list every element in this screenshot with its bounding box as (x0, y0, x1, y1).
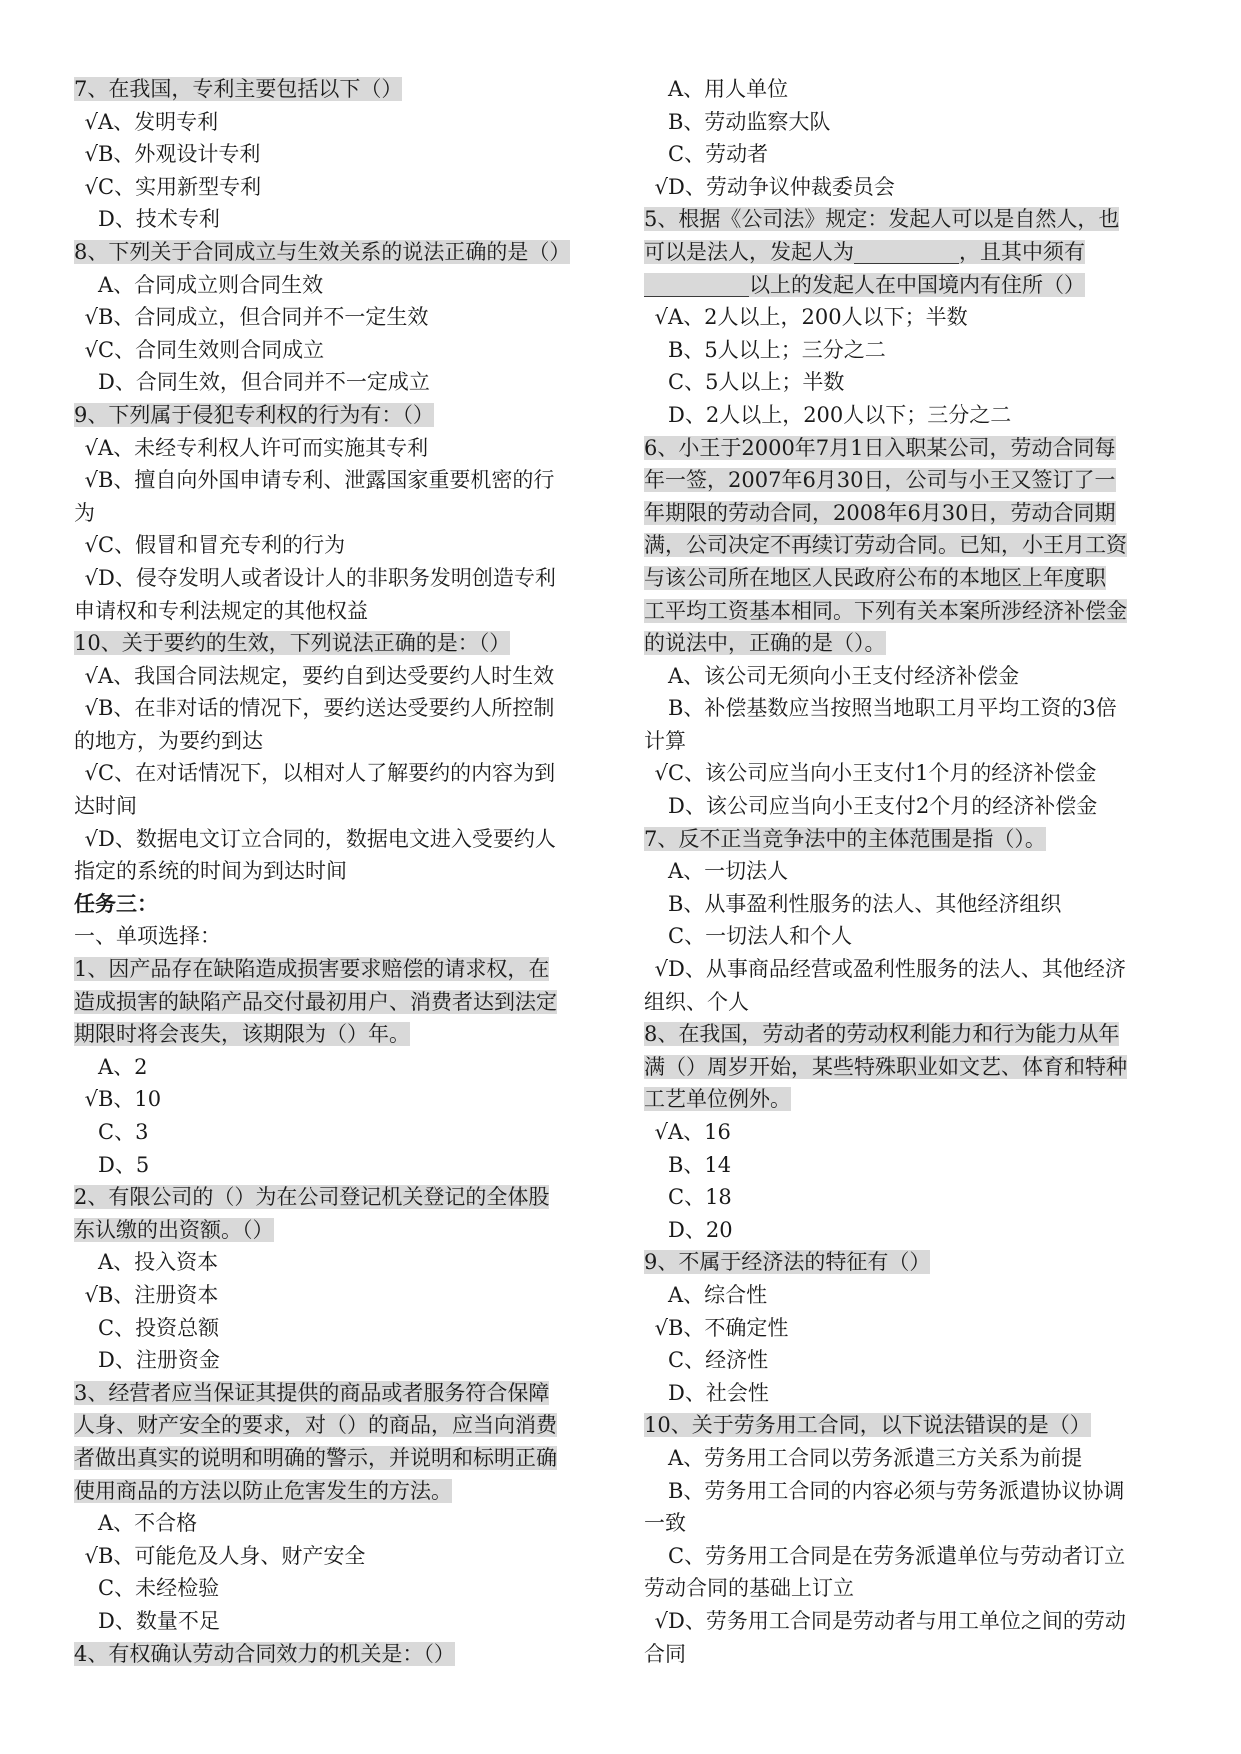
answer-option (74, 1246, 604, 1279)
option-text: B、劳动监察大队 (668, 109, 831, 134)
question-text: 9、不属于经济法的特征有（） (644, 1250, 931, 1275)
answer-option (644, 757, 1174, 790)
checkmark-icon: √ (84, 468, 98, 493)
answer-option (644, 1279, 1174, 1312)
question-line (74, 986, 604, 1019)
question-text: 的说法中，正确的是（）。 (644, 631, 886, 656)
answer-option (74, 1507, 604, 1540)
answer-option (74, 1312, 604, 1345)
option-text: C、未经检验 (98, 1576, 220, 1601)
option-text: C、合同生效则合同成立 (98, 337, 325, 362)
continuation-line: 计算 (644, 728, 686, 753)
answer-option (644, 660, 1174, 693)
question-text: 7、反不正当竞争法中的主体范围是指（）。 (644, 826, 1046, 851)
option-text: A、未经专利权人许可而实施其专利 (98, 435, 429, 460)
checkmark-icon: √ (654, 761, 668, 786)
question-line (644, 595, 1174, 628)
question-text: 3、经营者应当保证其提供的商品或者服务符合保障 (74, 1380, 550, 1405)
question-line (644, 627, 1174, 660)
question-line (644, 432, 1174, 465)
question-line (644, 464, 1174, 497)
answer-option (644, 692, 1174, 725)
option-text: B、14 (668, 1152, 732, 1177)
option-text: B、不确定性 (668, 1315, 789, 1340)
question-text: 1、因产品存在缺陷造成损害要求赔偿的请求权，在 (74, 957, 550, 982)
answer-option (644, 138, 1174, 171)
question-line (644, 269, 1174, 302)
option-text: C、经济性 (668, 1348, 769, 1373)
question-text: 年一签，2007年6月30日，公司与小王又签订了一 (644, 468, 1116, 493)
question-text: 9、下列属于侵犯专利权的行为有：（） (74, 402, 434, 427)
question-line (644, 1018, 1174, 1051)
option-text: A、投入资本 (98, 1250, 219, 1275)
question-text: 满（）周岁开始，某些特殊职业如文艺、体育和特种 (644, 1054, 1127, 1079)
option-text: D、合同生效，但合同并不一定成立 (98, 370, 430, 395)
option-text: B、注册资本 (98, 1282, 219, 1307)
checkmark-icon: √ (84, 565, 98, 590)
answer-option (644, 888, 1174, 921)
answer-option (74, 1344, 604, 1377)
option-text: D、劳动争议仲裁委员会 (668, 174, 895, 199)
checkmark-icon: √ (84, 305, 98, 330)
question-line (74, 399, 604, 432)
question-line (74, 627, 604, 660)
option-text: A、发明专利 (98, 109, 219, 134)
question-text: 东认缴的出资额。（） (74, 1217, 274, 1242)
checkmark-icon: √ (84, 761, 98, 786)
answer-option (644, 399, 1174, 432)
answer-option (74, 1572, 604, 1605)
checkmark-icon: √ (84, 663, 98, 688)
question-line (74, 73, 604, 106)
question-line (644, 497, 1174, 530)
question-text: 4、有权确认劳动合同效力的机关是：（） (74, 1641, 455, 1666)
checkmark-icon: √ (84, 826, 98, 851)
question-text: 2、有限公司的（）为在公司登记机关登记的全体股 (74, 1185, 550, 1210)
question-text: 8、在我国，劳动者的劳动权利能力和行为能力从年 (644, 1022, 1120, 1047)
answer-option (74, 1116, 604, 1149)
answer-option (644, 1149, 1174, 1182)
continuation-line: 一致 (644, 1511, 686, 1536)
answer-option (644, 366, 1174, 399)
continuation-line: 的地方，为要约到达 (74, 728, 263, 753)
answer-option (644, 790, 1174, 823)
question-line (74, 953, 604, 986)
option-text: B、10 (98, 1087, 162, 1112)
checkmark-icon: √ (84, 1087, 98, 1112)
answer-option (74, 106, 604, 139)
option-text: B、在非对话的情况下，要约送达受要约人所控制 (98, 696, 555, 721)
answer-option (644, 301, 1174, 334)
checkmark-icon: √ (84, 533, 98, 558)
answer-option (644, 1377, 1174, 1410)
option-text: B、5人以上；三分之二 (668, 337, 886, 362)
answer-option (74, 1279, 604, 1312)
answer-option (74, 1051, 604, 1084)
question-text: 使用商品的方法以防止危害发生的方法。 (74, 1478, 452, 1503)
answer-option (74, 366, 604, 399)
option-text: D、社会性 (668, 1380, 769, 1405)
answer-option (74, 464, 604, 497)
question-line (74, 1018, 604, 1051)
question-line (644, 1051, 1174, 1084)
question-line (644, 562, 1174, 595)
option-text: C、该公司应当向小王支付1个月的经济补偿金 (668, 761, 1097, 786)
option-text: D、技术专利 (98, 207, 220, 232)
option-text: D、5 (98, 1152, 150, 1177)
option-text: B、从事盈利性服务的法人、其他经济组织 (668, 891, 1062, 916)
option-text: B、补偿基数应当按照当地职工月平均工资的3倍 (668, 696, 1117, 721)
option-text: C、投资总额 (98, 1315, 220, 1340)
question-text: 与该公司所在地区人民政府公布的本地区上年度职 (644, 565, 1106, 590)
checkmark-icon: √ (654, 305, 668, 330)
question-line (644, 1246, 1174, 1279)
question-line (74, 1409, 604, 1442)
question-line (74, 1475, 604, 1508)
question-text: 7、在我国，专利主要包括以下（） (74, 77, 403, 101)
section-subheading: 一、单项选择： (74, 924, 221, 949)
left-column (74, 73, 604, 1670)
option-text: B、可能危及人身、财产安全 (98, 1543, 366, 1568)
answer-option (644, 855, 1174, 888)
answer-option (74, 138, 604, 171)
answer-option (644, 1442, 1174, 1475)
option-text: C、在对话情况下，以相对人了解要约的内容为到 (98, 761, 556, 786)
answer-option (644, 920, 1174, 953)
option-text: B、外观设计专利 (98, 142, 261, 167)
question-text: 8、下列关于合同成立与生效关系的说法正确的是（） (74, 239, 571, 264)
answer-option (644, 953, 1174, 986)
question-text: __________以上的发起人在中国境内有住所（） (644, 272, 1085, 297)
question-line (644, 236, 1174, 269)
answer-option (74, 757, 604, 790)
question-text: 者做出真实的说明和明确的警示，并说明和标明正确 (74, 1445, 557, 1470)
answer-option (644, 106, 1174, 139)
continuation-line: 申请权和专利法规定的其他权益 (74, 598, 368, 623)
option-text: D、数据电文订立合同的，数据电文进入受要约人 (98, 826, 556, 851)
answer-option (644, 1214, 1174, 1247)
answer-option (74, 1083, 604, 1116)
question-text: 造成损害的缺陷产品交付最初用户、消费者达到法定 (74, 989, 557, 1014)
option-text: C、假冒和冒充专利的行为 (98, 533, 346, 558)
answer-option (644, 1312, 1174, 1345)
answer-option (74, 301, 604, 334)
right-column (644, 73, 1174, 1670)
answer-option (644, 334, 1174, 367)
answer-option (74, 823, 604, 856)
checkmark-icon: √ (654, 174, 668, 199)
option-text: A、劳务用工合同以劳务派遣三方关系为前提 (668, 1445, 1083, 1470)
question-line (644, 529, 1174, 562)
option-text: A、用人单位 (668, 77, 789, 101)
question-line (74, 1377, 604, 1410)
option-text: A、2人以上，200人以下；半数 (668, 305, 968, 330)
question-line (74, 1442, 604, 1475)
question-line (644, 1083, 1174, 1116)
option-text: C、一切法人和个人 (668, 924, 853, 949)
checkmark-icon: √ (84, 435, 98, 460)
question-line (74, 236, 604, 269)
option-text: D、劳务用工合同是劳动者与用工单位之间的劳动 (668, 1608, 1126, 1633)
checkmark-icon: √ (654, 957, 668, 982)
answer-option (74, 203, 604, 236)
answer-option (74, 171, 604, 204)
option-text: D、数量不足 (98, 1608, 220, 1633)
continuation-line: 指定的系统的时间为到达时间 (74, 859, 347, 884)
question-text: 工艺单位例外。 (644, 1087, 791, 1112)
question-text: 可以是法人，发起人为__________，且其中须有 (644, 239, 1085, 264)
option-text: D、20 (668, 1217, 733, 1242)
answer-option (74, 269, 604, 302)
question-line (74, 1638, 604, 1671)
question-text: 工平均工资基本相同。下列有关本案所涉经济补偿金 (644, 598, 1127, 623)
answer-option (644, 1116, 1174, 1149)
option-text: C、劳务用工合同是在劳务派遣单位与劳动者订立 (668, 1543, 1126, 1568)
option-text: D、从事商品经营或盈利性服务的法人、其他经济 (668, 957, 1126, 982)
question-line (74, 1181, 604, 1214)
answer-option (644, 171, 1174, 204)
answer-option (74, 562, 604, 595)
checkmark-icon: √ (84, 1282, 98, 1307)
question-text: 人身、财产安全的要求，对（）的商品，应当向消费 (74, 1413, 557, 1438)
answer-option (74, 1605, 604, 1638)
continuation-line: 合同 (644, 1641, 686, 1666)
question-text: 满，公司决定不再续订劳动合同。已知，小王月工资 (644, 533, 1127, 558)
answer-option (644, 1540, 1174, 1573)
continuation-line: 达时间 (74, 794, 137, 819)
question-text: 年期限的劳动合同，2008年6月30日，劳动合同期 (644, 500, 1116, 525)
checkmark-icon: √ (84, 696, 98, 721)
option-text: D、该公司应当向小王支付2个月的经济补偿金 (668, 794, 1098, 819)
continuation-line: 为 (74, 500, 95, 525)
checkmark-icon: √ (84, 174, 98, 199)
option-text: A、一切法人 (668, 859, 789, 884)
answer-option (74, 1149, 604, 1182)
question-line (644, 1409, 1174, 1442)
checkmark-icon: √ (654, 1120, 668, 1144)
option-text: C、3 (98, 1120, 149, 1144)
question-text: 10、关于要约的生效，下列说法正确的是：（） (74, 631, 511, 656)
option-text: D、2人以上，200人以下；三分之二 (668, 402, 1012, 427)
option-text: A、16 (668, 1120, 731, 1144)
option-text: C、5人以上；半数 (668, 370, 845, 395)
continuation-line: 组织、个人 (644, 989, 749, 1014)
option-text: C、实用新型专利 (98, 174, 262, 199)
section-heading: 任务三： (74, 891, 158, 916)
option-text: A、该公司无须向小王支付经济补偿金 (668, 663, 1020, 688)
question-line (74, 1214, 604, 1247)
option-text: A、2 (98, 1054, 148, 1079)
option-text: D、侵夺发明人或者设计人的非职务发明创造专利 (98, 565, 556, 590)
checkmark-icon: √ (84, 109, 98, 134)
checkmark-icon: √ (84, 1543, 98, 1568)
question-text: 6、小王于2000年7月1日入职某公司，劳动合同每 (644, 435, 1116, 460)
answer-option (74, 529, 604, 562)
answer-option (74, 660, 604, 693)
option-text: D、注册资金 (98, 1348, 220, 1373)
answer-option (74, 1540, 604, 1573)
question-text: 5、根据《公司法》规定：发起人可以是自然人，也 (644, 207, 1120, 232)
option-text: A、合同成立则合同生效 (98, 272, 324, 297)
answer-option (644, 1475, 1174, 1508)
option-text: C、劳动者 (668, 142, 769, 167)
answer-option (644, 73, 1174, 106)
answer-option (644, 1344, 1174, 1377)
option-text: A、综合性 (668, 1282, 768, 1307)
option-text: B、擅自向外国申请专利、泄露国家重要机密的行 (98, 468, 555, 493)
checkmark-icon: √ (84, 142, 98, 167)
answer-option (74, 334, 604, 367)
question-text: 10、关于劳务用工合同，以下说法错误的是（） (644, 1413, 1091, 1438)
option-text: A、我国合同法规定，要约自到达受要约人时生效 (98, 663, 555, 688)
question-text: 期限时将会丧失，该期限为（）年。 (74, 1022, 410, 1047)
answer-option (644, 1181, 1174, 1214)
option-text: B、合同成立，但合同并不一定生效 (98, 305, 429, 330)
option-text: C、18 (668, 1185, 732, 1210)
checkmark-icon: √ (654, 1608, 668, 1633)
answer-option (74, 432, 604, 465)
question-line (644, 823, 1174, 856)
checkmark-icon: √ (654, 1315, 668, 1340)
answer-option (644, 1605, 1174, 1638)
option-text: A、不合格 (98, 1511, 198, 1536)
checkmark-icon: √ (84, 337, 98, 362)
answer-option (74, 692, 604, 725)
question-line (644, 203, 1174, 236)
option-text: B、劳务用工合同的内容必须与劳务派遣协议协调 (668, 1478, 1125, 1503)
continuation-line: 劳动合同的基础上订立 (644, 1576, 854, 1601)
